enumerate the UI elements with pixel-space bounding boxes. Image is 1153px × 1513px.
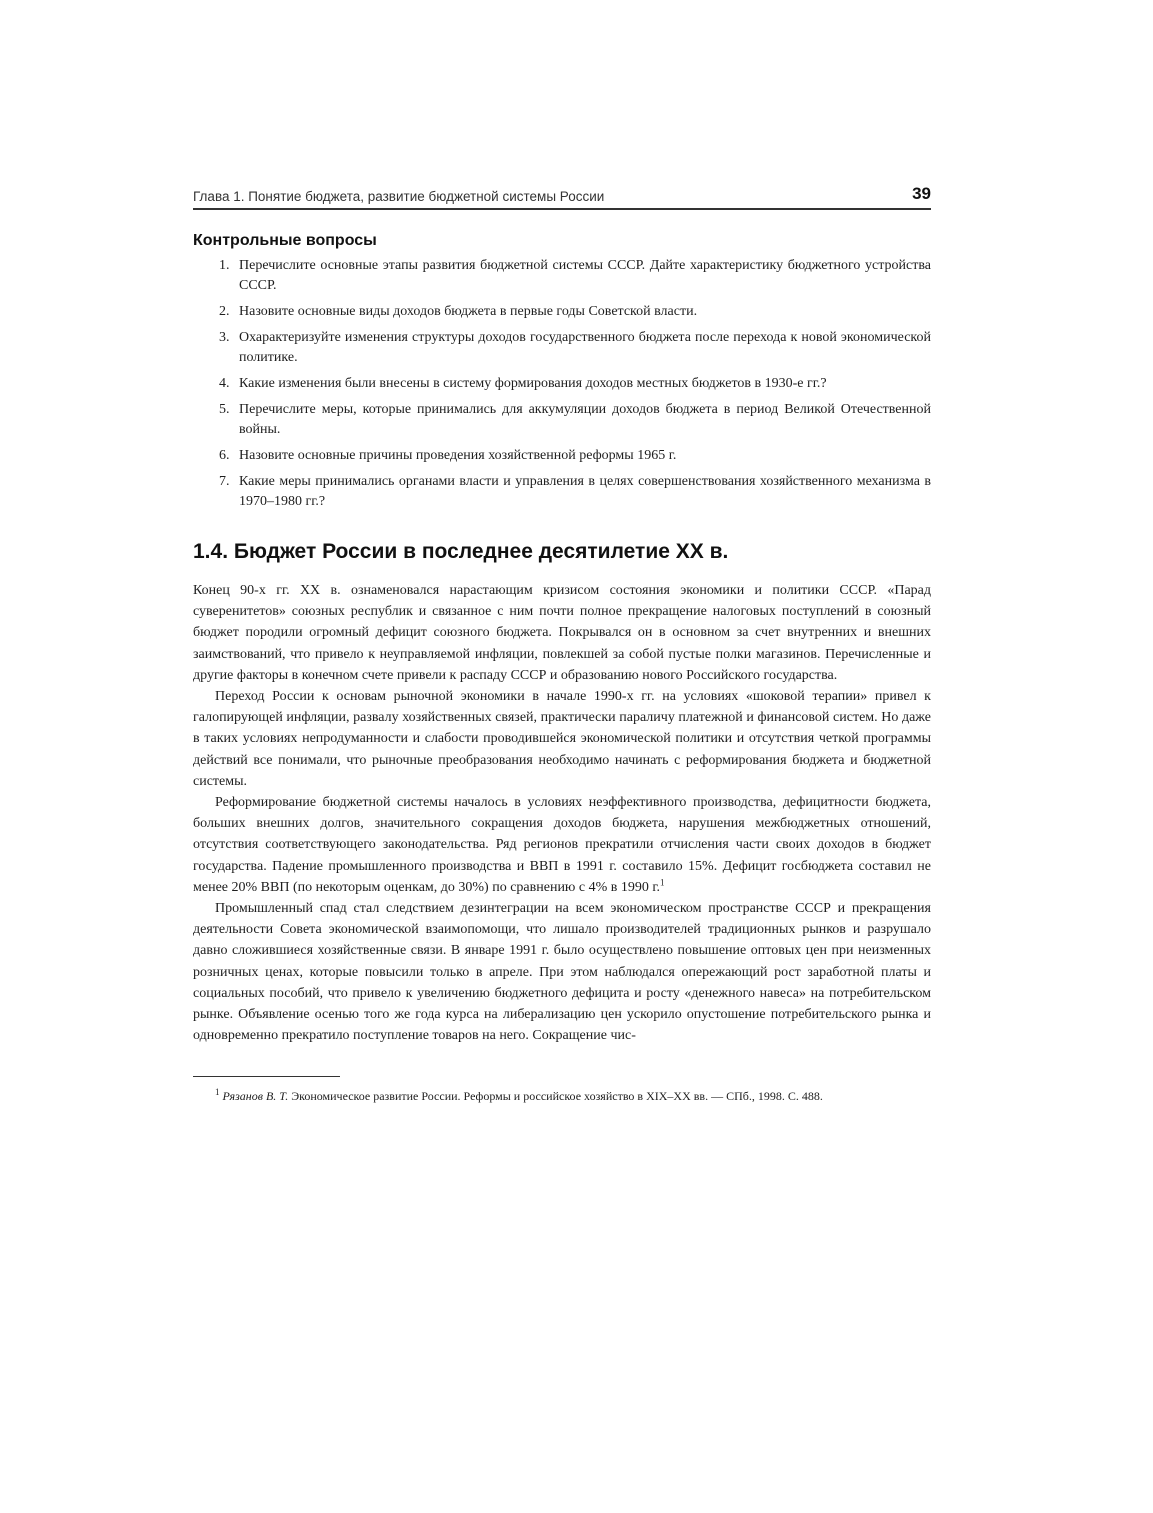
question-text: Назовите основные причины проведения хозяйственной реформы 1965 г.	[239, 448, 677, 463]
paragraph-text: Реформирование бюджетной системы началось в условиях неэффективного производства, дефицитности бюджета, больших внешних долгов, значительного сокращения доходов бюджета, нарушения межбюджетных отношений, отсутствия соответствующего законодательства. Ряд регионов прекратили отчисления части своих доходов в бюджет государства. Падение промышленного производства и ВВП в 1991 г. составило 15%. Дефицит госбюджета составил не менее 20% ВВП (по некоторым оценкам, до 30%) по сравнению с 4% в 1990 г.	[193, 795, 931, 895]
footnote-divider	[193, 1076, 340, 1077]
question-text: Перечислите меры, которые принимались для аккумуляции доходов бюджета в период Великой Отечественной войны.	[239, 402, 931, 437]
question-number: 2.	[219, 304, 230, 319]
question-item	[193, 446, 931, 466]
question-text: Охарактеризуйте изменения структуры доходов государственного бюджета после перехода к новой экономической политике.	[239, 330, 931, 365]
question-text: Какие меры принимались органами власти и управления в целях совершенствования хозяйственного механизма в 1970–1980 гг.?	[239, 474, 931, 509]
footnote-author: Рязанов В. Т.	[222, 1089, 289, 1104]
body-paragraph: Переход России к основам рыночной экономики в начале 1990-х гг. на условиях «шоковой терапии» привел к галопирующей инфляции, развалу хозяйственных связей, практически параличу платежной и финансовой систем. Но даже в таких условиях непродуманности и слабости проводившейся экономической политики и отсутствия четкой программы действий все понимали, что рыночные преобразования необходимо начинать с реформирования бюджета и бюджетной системы.	[193, 689, 931, 789]
footnote	[193, 1087, 931, 1105]
body-paragraph: Промышленный спад стал следствием дезинтеграции на всем экономическом пространстве СССР и прекращения деятельности Совета экономической взаимопомощи, что лишало производителей традиционных рынков и разрушало давно сложившиеся хозяйственные связи. В январе 1991 г. было осуществлено повышение оптовых цен при неизменных розничных ценах, которые повысили только в апреле. При этом наблюдался опережающий рост заработной платы и социальных пособий, что привело к увеличению бюджетного дефицита и росту «денежного навеса» на потребительском рынке. Объявление осенью того же года курса на либерализацию цен ускорило опустошение потребительского рынка и одновременно прекратило поступление товаров на него. Сокращение чис-	[193, 901, 931, 1044]
question-item	[193, 302, 931, 322]
questions-heading: Контрольные вопросы	[193, 232, 377, 249]
section-heading: 1.4. Бюджет России в последнее десятилетие XX в.	[193, 540, 729, 563]
question-item	[193, 374, 931, 394]
question-text: Какие изменения были внесены в систему формирования доходов местных бюджетов в 1930-е гг.?	[239, 376, 827, 391]
question-number: 3.	[219, 330, 230, 345]
page-number: 39	[912, 184, 931, 203]
question-number: 1.	[219, 258, 230, 273]
question-item	[193, 256, 931, 296]
questions-list	[193, 256, 931, 512]
question-item	[193, 472, 931, 512]
body-paragraph: Конец 90-х гг. XX в. ознаменовался нарастающим кризисом состояния экономики и политики СССР. «Парад суверенитетов» союзных республик и связанное с ним почти полное прекращение налоговых поступлений в союзный бюджет породили огромный дефицит союзного бюджета. Покрывался он в основном за счет внутренних и внешних заимствований, что привело к неуправляемой инфляции, повлекшей за собой пустые полки магазинов. Перечисленные и другие факторы в конечном счете привели к распаду СССР и образованию нового Российского государства.	[193, 583, 931, 683]
running-header	[193, 186, 931, 210]
question-item	[193, 328, 931, 368]
footnote-reference: 1	[660, 877, 665, 888]
question-number: 7.	[219, 474, 230, 489]
question-number: 5.	[219, 402, 230, 417]
question-item	[193, 400, 931, 440]
footnote-mark: 1	[215, 1087, 220, 1098]
body-paragraph	[193, 792, 931, 898]
question-text: Перечислите основные этапы развития бюджетной системы СССР. Дайте характеристику бюджетного устройства СССР.	[239, 258, 931, 293]
book-page	[193, 186, 931, 1105]
question-number: 4.	[219, 376, 230, 391]
chapter-title: Глава 1. Понятие бюджета, развитие бюджетной системы России	[193, 189, 605, 204]
question-number: 6.	[219, 448, 230, 463]
footnote-text: Экономическое развитие России. Реформы и российское хозяйство в XIX–XX вв. — СПб., 1998. С. 488.	[291, 1089, 823, 1104]
question-text: Назовите основные виды доходов бюджета в первые годы Советской власти.	[239, 304, 698, 319]
